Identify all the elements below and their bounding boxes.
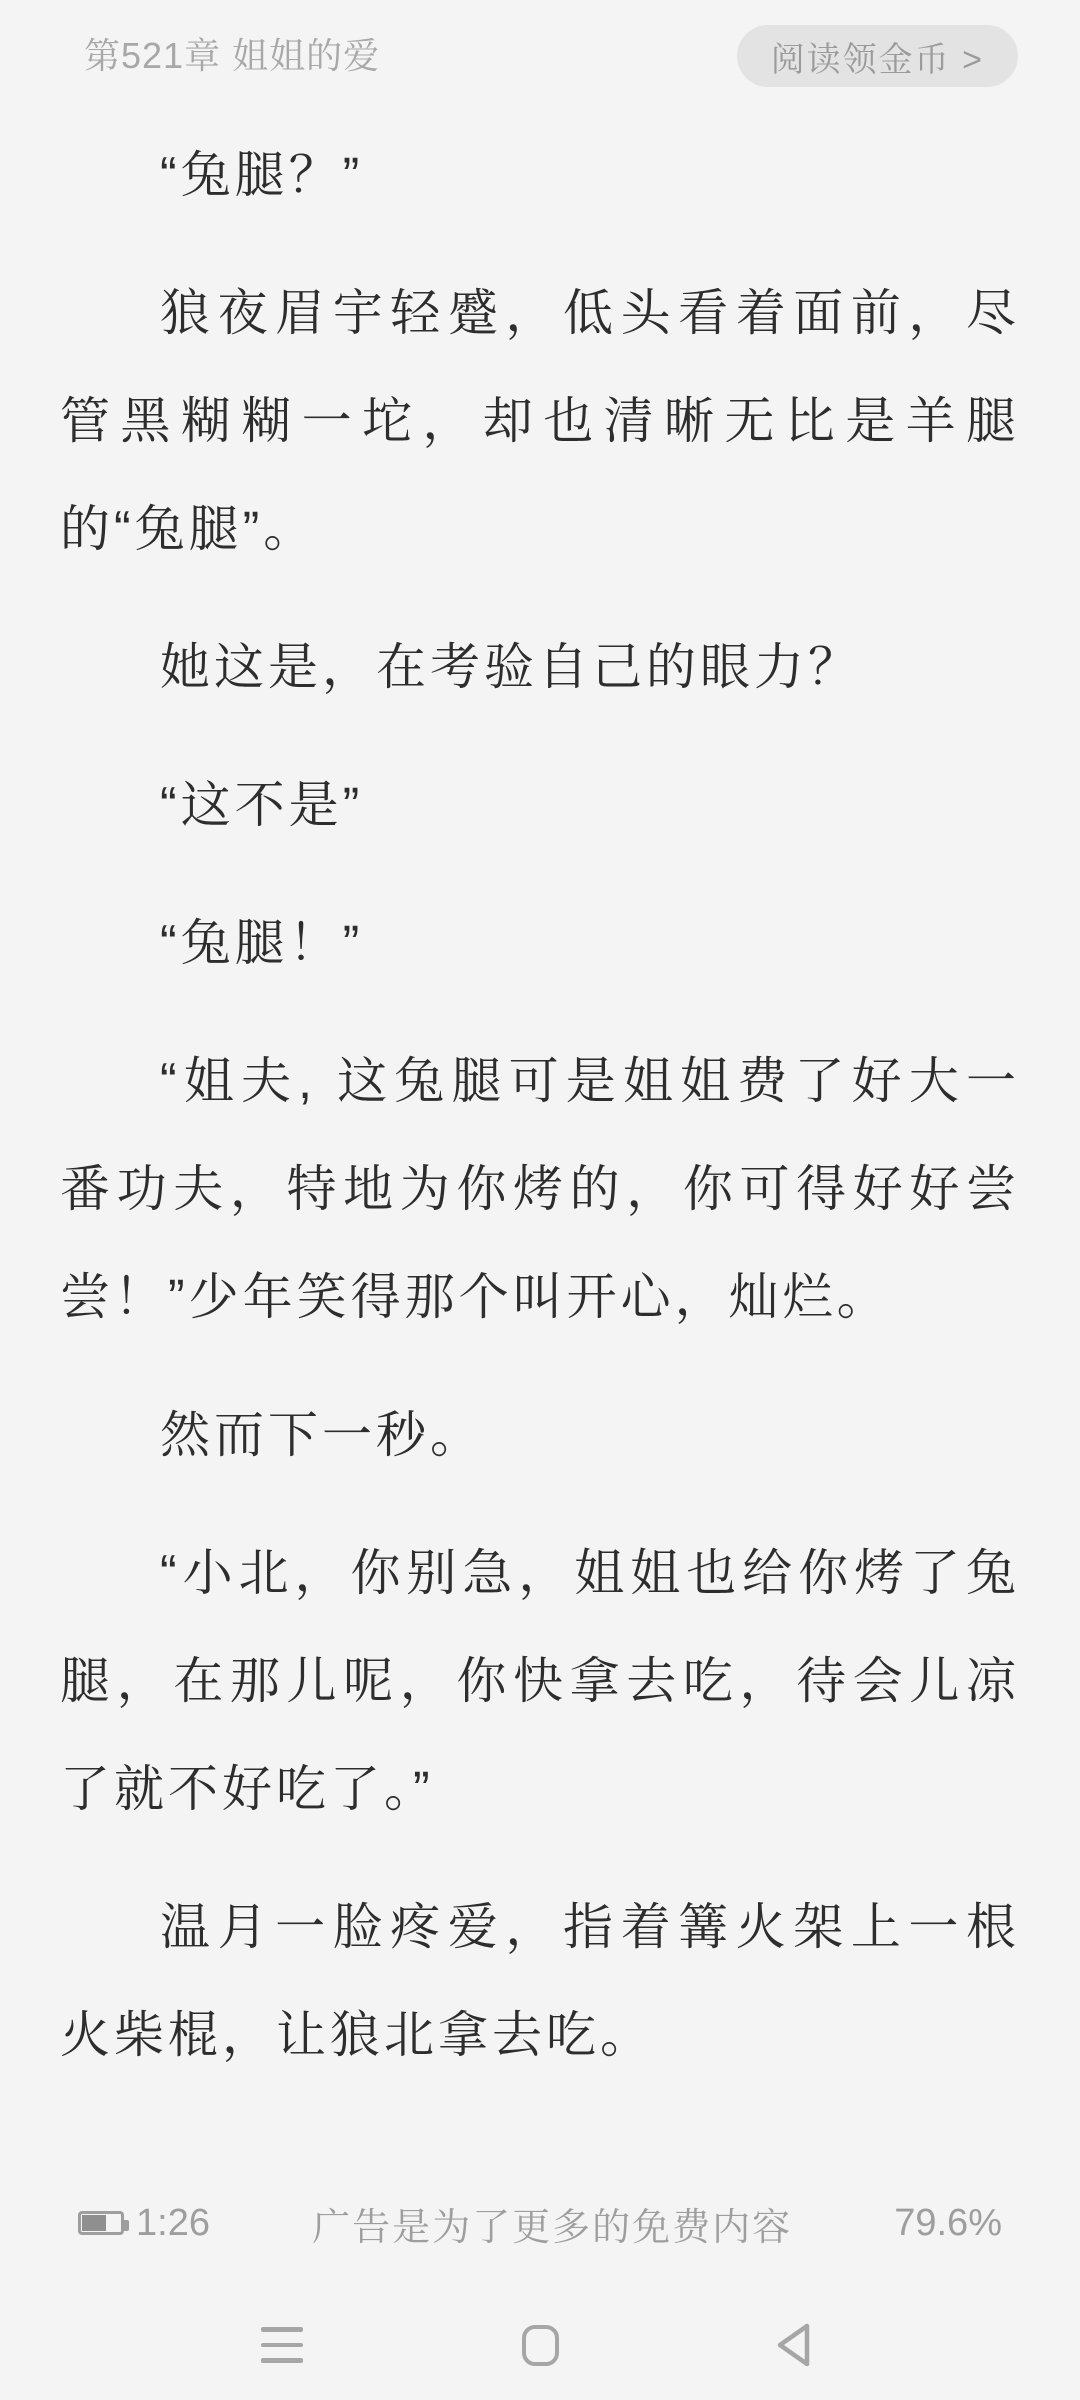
menu-button[interactable] xyxy=(222,2290,342,2400)
chapter-content[interactable] xyxy=(60,121,1020,2119)
battery-icon xyxy=(78,2211,124,2235)
paragraph: “姐夫, 这兔腿可是姐姐费了好大一番功夫，特地为你烤的，你可得好好尝尝！”少年笑得那个叫开心，灿烂。 xyxy=(60,1053,1020,1325)
paragraph: “这不是” xyxy=(160,777,364,833)
status-left-group xyxy=(78,2202,210,2245)
reader-header xyxy=(0,0,1080,112)
home-square-icon xyxy=(522,2325,559,2366)
paragraph: “兔腿！” xyxy=(160,915,364,971)
paragraph: “小北，你别急，姐姐也给你烤了兔腿，在那儿呢，你快拿去吃，待会儿凉了就不好吃了。” xyxy=(60,1545,1020,1817)
back-triangle-icon xyxy=(771,2319,819,2371)
hamburger-menu-icon xyxy=(261,2327,303,2363)
paragraph: 温月一脸疼爱，指着篝火架上一根火柴棍，让狼北拿去吃。 xyxy=(60,1899,1020,2063)
system-nav-bar xyxy=(0,2290,1080,2400)
paragraph: 她这是，在考验自己的眼力？ xyxy=(160,639,862,695)
back-button[interactable] xyxy=(735,2290,855,2400)
paragraph: 狼夜眉宇轻蹙，低头看着面前，尽管黑糊糊一坨，却也清晰无比是羊腿的“兔腿”。 xyxy=(60,285,1020,557)
paragraph: 然而下一秒。 xyxy=(160,1407,484,1463)
read-reward-button[interactable]: 阅读领金币 > xyxy=(737,25,1018,87)
paragraph: “兔腿？” xyxy=(160,147,364,203)
reading-progress-label: 79.6% xyxy=(894,2201,1002,2244)
chapter-title: 第521章 姐姐的爱 xyxy=(84,35,381,76)
home-button[interactable] xyxy=(480,2290,600,2400)
status-bar xyxy=(78,2200,1002,2249)
ad-notice-label: 广告是为了更多的免费内容 xyxy=(312,2206,793,2249)
time-label: 1:26 xyxy=(136,2201,210,2244)
